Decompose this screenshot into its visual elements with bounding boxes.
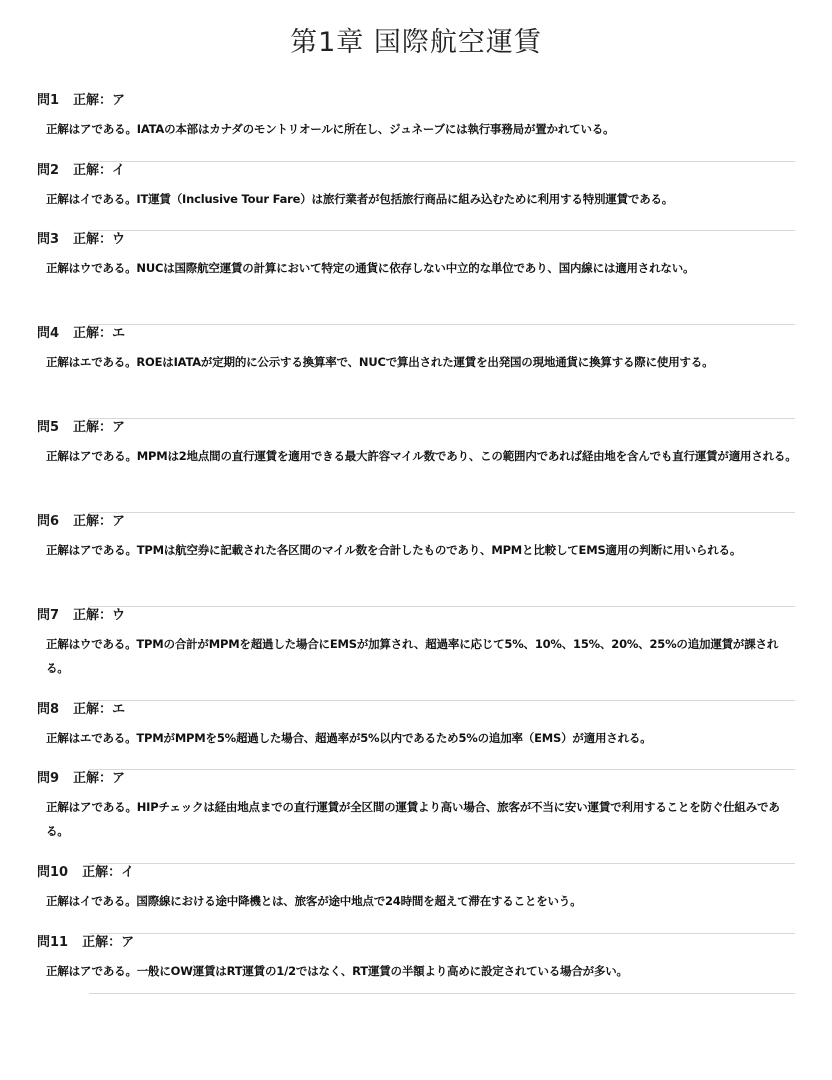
question-number: 問1 — [37, 93, 60, 108]
question-item — [37, 231, 797, 325]
explanation-text: 正解はアである。TPMは航空券に記載された各区間のマイル数を合計したものであり、MPMと比較してEMS適用の判断に用いられる。 — [46, 543, 742, 557]
question-item — [37, 513, 797, 607]
explanation-text: 正解はイである。IT運賃（Inclusive Tour Fare）は旅行業者が包括旅行商品に組み込むために利用する特別運賃である。 — [46, 192, 674, 206]
question-item — [37, 770, 797, 864]
question-item — [37, 325, 797, 419]
correct-answer: 正解：ア — [73, 771, 126, 786]
question-item — [37, 934, 797, 994]
question-header — [37, 513, 797, 531]
question-header — [37, 92, 797, 110]
explanation-text: 正解はウである。TPMの合計がMPMを超過した場合にEMSが加算され、超過率に応じて5%、10%、15%、20%、25%の追加運賃が課される。 — [46, 637, 779, 675]
explanation-text: 正解はアである。MPMは2地点間の直行運賃を適用できる最大許容マイル数であり、この範囲内であれば経由地を含んでも直行運賃が適用される。 — [46, 449, 797, 463]
correct-answer: 正解：イ — [73, 163, 126, 178]
question-number: 問5 — [37, 420, 60, 435]
question-number: 問10 — [37, 865, 69, 880]
question-number: 問11 — [37, 935, 69, 950]
explanation-text: 正解はイである。国際線における途中降機とは、旅客が途中地点で24時間を超えて滞在することをいう。 — [46, 894, 582, 908]
correct-answer: 正解：ウ — [73, 232, 126, 247]
page-title: 第1章 国際航空運賃 — [290, 27, 542, 58]
question-number: 問7 — [37, 608, 60, 623]
question-header — [37, 231, 797, 249]
explanation-text: 正解はウである。NUCは国際航空運賃の計算において特定の通貨に依存しない中立的な単位であり、国内線には適用されない。 — [46, 261, 695, 275]
question-header — [37, 934, 797, 952]
question-number: 問4 — [37, 326, 60, 341]
question-number: 問3 — [37, 232, 60, 247]
question-number: 問8 — [37, 702, 60, 717]
correct-answer: 正解：イ — [82, 865, 135, 880]
question-header — [37, 325, 797, 343]
correct-answer: 正解：エ — [73, 702, 126, 717]
question-number: 問6 — [37, 514, 60, 529]
question-header — [37, 864, 797, 882]
question-header — [37, 770, 797, 788]
explanation-text: 正解はエである。ROEはIATAが定期的に公示する換算率で、NUCで算出された運賃を出発国の現地通貨に換算する際に使用する。 — [46, 355, 714, 369]
question-header — [37, 607, 797, 625]
explanation-text: 正解はアである。一般にOW運賃はRT運賃の1/2ではなく、RT運賃の半額より高めに設定されている場合が多い。 — [46, 964, 628, 978]
correct-answer: 正解：エ — [73, 326, 126, 341]
correct-answer: 正解：ア — [82, 935, 135, 950]
correct-answer: 正解：ア — [73, 514, 126, 529]
explanation-text: 正解はエである。TPMがMPMを5%超過した場合、超過率が5%以内であるため5%の追加率（EMS）が適用される。 — [46, 731, 652, 745]
explanation-text: 正解はアである。HIPチェックは経由地点までの直行運賃が全区間の運賃より高い場合、旅客が不当に安い運賃で利用することを防ぐ仕組みである。 — [46, 800, 780, 838]
correct-answer: 正解：ア — [73, 93, 126, 108]
question-item — [37, 701, 797, 770]
answer-list — [37, 92, 797, 994]
question-item — [37, 162, 797, 231]
question-header — [37, 162, 797, 180]
question-item — [37, 92, 797, 162]
correct-answer: 正解：ア — [73, 420, 126, 435]
question-item — [37, 607, 797, 701]
explanation-text: 正解はアである。IATAの本部はカナダのモントリオールに所在し、ジュネーブには執行事務局が置かれている。 — [46, 122, 615, 136]
divider — [89, 993, 795, 994]
question-header — [37, 419, 797, 437]
question-item — [37, 864, 797, 934]
correct-answer: 正解：ウ — [73, 608, 126, 623]
question-item — [37, 419, 797, 513]
question-number: 問2 — [37, 163, 60, 178]
question-number: 問9 — [37, 771, 60, 786]
question-header — [37, 701, 797, 719]
